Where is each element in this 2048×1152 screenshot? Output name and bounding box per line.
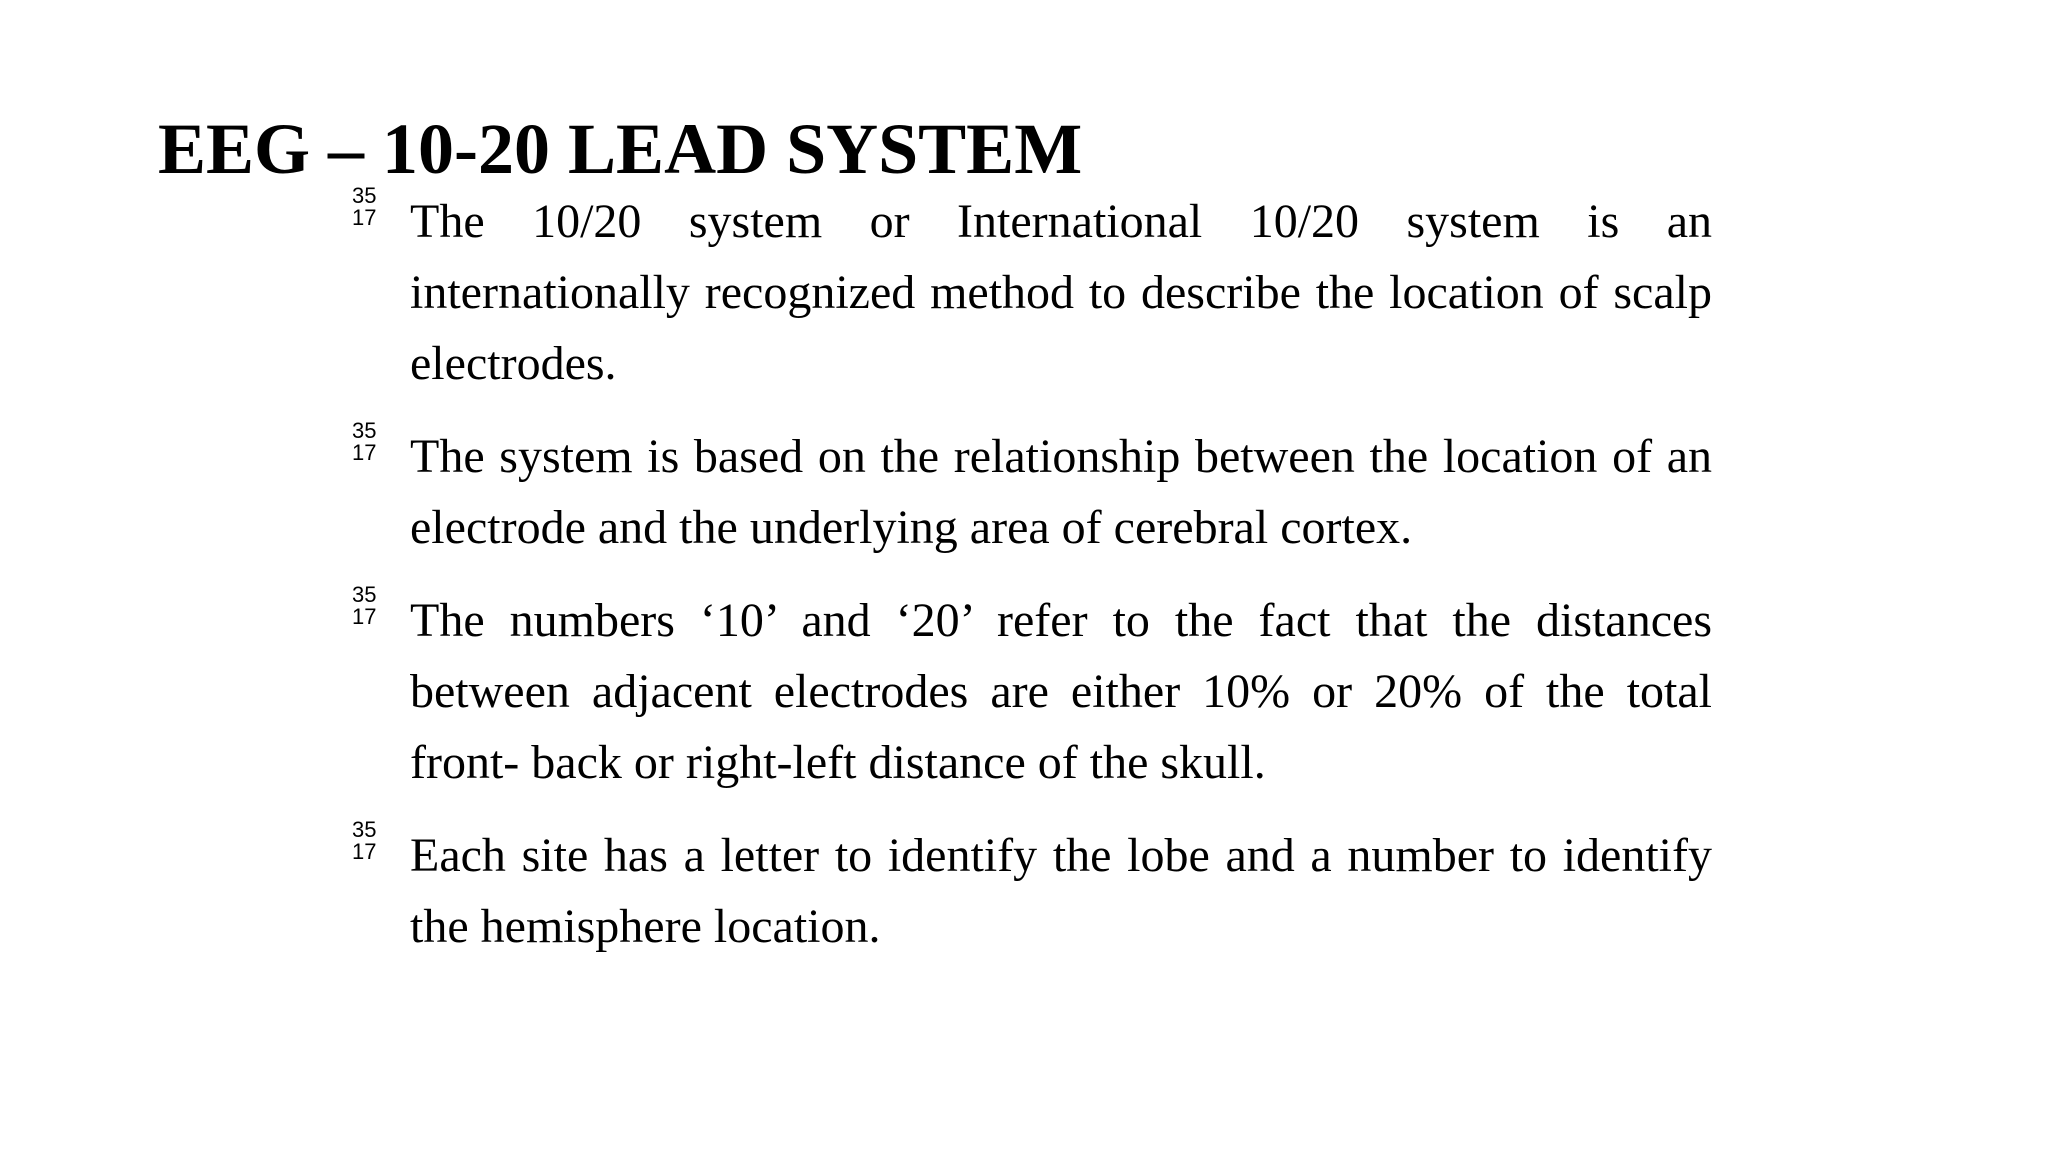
bullet-marker-icon xyxy=(352,418,392,492)
bullet-marker-icon xyxy=(352,183,392,257)
bullet-text: Each site has a letter to identify the lobe and a number to identify the hemisphere location. xyxy=(410,829,1712,953)
bullet-text: The numbers ‘10’ and ‘20’ refer to the fact that the distances between adjacent electrodes are either 10% or 20% of the total front- back or right-left distance of the skull. xyxy=(410,594,1712,789)
bullet-marker-top: 35 xyxy=(352,418,377,443)
bullet-item-4 xyxy=(352,817,1712,962)
bullet-text: The 10/20 system or International 10/20 system is an internationally recognized method to describe the location of scalp electrodes. xyxy=(410,195,1712,390)
bullet-marker-bottom: 17 xyxy=(352,205,377,230)
bullet-item-1 xyxy=(352,183,1712,399)
bullet-marker-top: 35 xyxy=(352,817,377,842)
bullet-text: The system is based on the relationship between the location of an electrode and the underlying area of cerebral cortex. xyxy=(410,430,1712,554)
bullet-marker-bottom: 17 xyxy=(352,839,377,864)
bullet-item-3 xyxy=(352,582,1712,798)
bullet-marker-bottom: 17 xyxy=(352,440,377,465)
bullet-marker-top: 35 xyxy=(352,582,377,607)
bullet-marker-icon xyxy=(352,817,392,891)
bullet-list xyxy=(352,183,1712,984)
bullet-item-2 xyxy=(352,418,1712,563)
slide-title: EEG – 10-20 LEAD SYSTEM xyxy=(158,109,1083,189)
bullet-marker-icon xyxy=(352,582,392,656)
bullet-marker-top: 35 xyxy=(352,183,377,208)
bullet-marker-bottom: 17 xyxy=(352,604,377,629)
